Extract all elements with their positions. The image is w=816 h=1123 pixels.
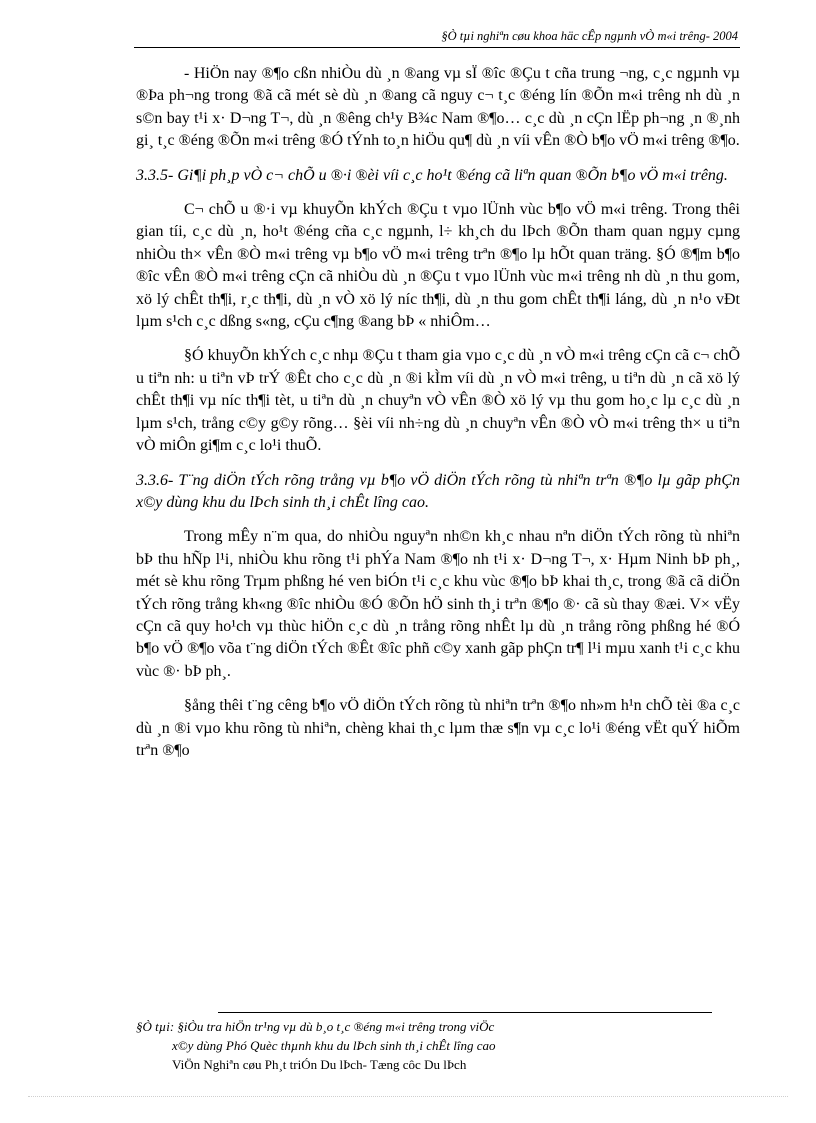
running-footer [136,1017,736,1074]
footer-line-2: x©y dùng Phó Quèc thµnh khu du lÞch sinh th¸i chÊt lîng cao [172,1038,496,1053]
footer-rule [218,1012,712,1013]
footer-line-3: ViÖn Nghiªn cøu Ph¸t triÓn Du lÞch- Tæng côc Du lÞch [172,1057,467,1072]
paragraph-4: Trong mÊy n¨m qua, do nhiÒu nguyªn nh©n kh¸c nhau nªn diÖn tÝch rõng tù nhiªn bÞ thu hÑp l¹i, nhiÒu khu rõng t¹i phÝa Nam ®¶o nh t¹i x· D¬ng T¬, x· Hµm Ninh bÞ ph¸, mét sè khu rõng Trµm phßng hé ven biÓn t¹i c¸c khu vùc ®¶o bÞ khai th¸c, trong ®ã cã diÖn tÝch rõng trång kh«ng ®îc nhiÒu ®Ó ®Õn hÖ sinh th¸i trªn ®¶o ®· cã sù thay ®æi. V× vËy cÇn cã quy ho¹ch vµ thùc hiÖn c¸c dù ¸n trång rõng nhÊt lµ dù ¸n trång rõng phßng hé ®Ó b¶o vÖ ®¶o võa t¨ng diÖn tÝch ®Êt ®îc phñ c©y xanh gãp phÇn tr¶ l¹i mµu xanh t¹i c¸c khu vùc ®· bÞ ph¸. [136,528,740,680]
paragraph-1: - HiÖn nay ®¶o cßn nhiÒu dù ¸n ®ang vµ sÏ ®îc ®Çu t cña trung ¬ng, c¸c ngµnh vµ ®Þa ph¬ng trong ®ã cã mét sè dù ¸n ®ang cã nguy c¬ t¸c ®éng lín ®Õn m«i trêng nh dù ¸n s©n bay t¹i x· D¬ng T¬, dù ¸n ®êng ch¹y B¾c Nam ®¶o… c¸c dù ¸n cÇn lËp ph¬ng ¸n ®¸nh gi¸ t¸c ®éng ®Õn m«i trêng ®Ó tÝnh to¸n hiÖu qu¶ dù ¸n víi vÊn ®Ò b¶o vÖ m«i trêng ®¶o. [136,65,740,150]
header-rule [134,47,740,48]
paragraph-3: §Ó khuyÕn khÝch c¸c nhµ ®Çu t tham gia vµo c¸c dù ¸n vÒ m«i trêng cÇn cã c¬ chÕ u tiªn nh: u tiªn vÞ trÝ ®Êt cho c¸c dù ¸n ®i kÌm víi dù ¸n vÒ m«i trêng, u tiªn dù ¸n cã xö lý chÊt th¶i vµ níc th¶i tèt, u tiªn dù ¸n chuyªn vÒ vÊn ®Ò xö lý vµ thu gom ho¸c lµ c¸c dù ¸n lµm s¹ch, trång c©y g©y rõng… §èi víi nh÷ng dù ¸n chuyªn vÊn ®Ò vÒ m«i trêng th× u tiªn vÒ miÔn gi¶m c¸c lo¹i thuÕ. [136,347,740,455]
page-bottom-border [28,1096,788,1097]
footer-line-1: §Ò tµi: §iÒu tra hiÖn tr¹ng vµ dù b¸o t¸c ®éng m«i trêng trong viÖc [136,1019,495,1034]
section-heading-3-3-5: 3.3.5- Gi¶i ph¸p vÒ c¬ chÕ u ®·i ®èi víi c¸c ho¹t ®éng cã liªn quan ®Õn b¶o vÖ m«i trêng. [136,166,728,184]
paragraph-2: C¬ chÕ u ®·i vµ khuyÕn khÝch ®Çu t vµo lÜnh vùc b¶o vÖ m«i trêng. Trong thêi gian tíi, c¸c dù ¸n, ho¹t ®éng cña c¸c ngµnh, l÷ kh¸ch du lÞch ®Õn tham quan ngµy cµng nhiÒu th× vÊn ®Ò m«i trêng vµ b¶o vÖ m«i trêng trªn ®¶o lµ hÕt quan träng. §Ó ®¶m b¶o ®îc vÊn ®Ò m«i trêng cÇn cã nhiÒu dù ¸n ®Çu t vµo lÜnh vùc m«i trêng nh dù ¸n thu gom, xö lý chÊt th¶i, r¸c th¶i, dù ¸n vÒ xö lý níc th¶i, dù ¸n thu gom chÊt th¶i láng, dù ¸n n¹o vÐt lµm s¹ch c¸c dßng s«ng, cÇu c¶ng ®ang bÞ « nhiÔm… [136,201,740,331]
body-text [136,57,740,774]
paragraph-5: §ång thêi t¨ng cêng b¶o vÖ diÖn tÝch rõng tù nhiªn trªn ®¶o nh»m h¹n chÕ tèi ®a c¸c dù ¸n ®i vµo khu rõng tù nhiªn, chèng khai th¸c lµm thæ s¶n vµ c¸c lo¹i ®éng vËt quÝ hiÕm trªn ®¶o [136,697,740,759]
running-header: §Ò tµi nghiªn cøu khoa häc cÊp ngµnh vÒ m«i trêng- 2004 [441,29,738,43]
section-heading-3-3-6: 3.3.6- T¨ng diÖn tÝch rõng trång vµ b¶o vÖ diÖn tÝch rõng tù nhiªn trªn ®¶o lµ gãp phÇn x©y dùng khu du lÞch sinh th¸i chÊt lîng cao. [136,471,740,511]
